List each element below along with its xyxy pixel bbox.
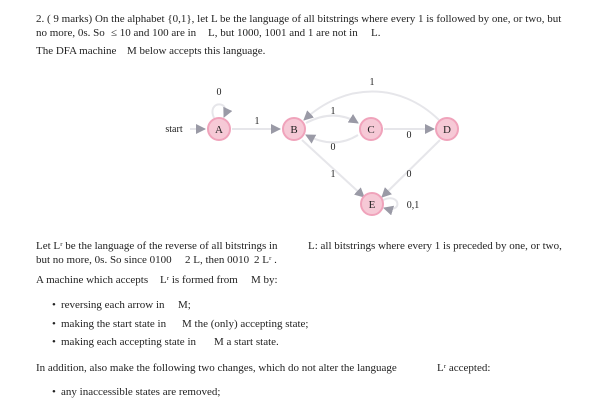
example-text-3: 2 Lʳ . [254,254,277,266]
problem-language-name: L. [371,27,381,39]
edge-label-e-loop: 0,1 [406,200,420,211]
bullet-remove-inaccessible: • any inaccessible states are removed; [52,386,220,399]
example-text: but no more, 0s. So since 0100 [36,254,172,266]
problem-intro: 2. ( 9 marks) On the alphabet {0,1}, let [36,13,209,25]
additional-changes-intro-2: Lʳ accepted: [437,362,491,374]
edge-label-a-to-b: 1 [254,116,260,127]
problem-language-definition: L be the language of all bitstrings where every 1 is followed by one, or two, but [211,13,562,25]
edge-label-a-loop: 0 [216,87,222,98]
bullet-start-to-accept: • making the start state in [52,318,166,331]
problem-accepted-examples: ≤ 10 and 100 are in [111,27,197,39]
state-a-label: A [215,124,223,136]
edge-label-d-to-e: 0 [406,169,412,180]
edge-label-b-to-e: 1 [330,169,336,180]
bullet-reverse-arrows-end: M; [178,299,191,311]
reverse-language-definition: Let Lʳ be the language of the reverse of all bitstrings in [36,240,278,252]
bullet-accept-to-start-end: M a start state. [214,336,279,348]
state-c-label: C [367,124,375,136]
start-label: start [165,124,183,135]
bullet-start-to-accept-end: M the (only) accepting state; [182,318,309,330]
edge-e-loop [383,198,397,209]
dfa-intro-text: The DFA machine [36,45,117,57]
edge-label-d-to-b: 1 [369,77,375,88]
example-text-2: 2 L, then 0010 [185,254,250,266]
problem-so-text: no more, 0s. So [36,27,105,39]
reverse-language-description: L: all bitstrings where every 1 is preceded by one, or two, [308,240,562,252]
additional-changes-intro: In addition, also make the following two changes, which do not alter the language [36,362,397,374]
state-e-label: E [368,199,376,211]
dfa-intro-text-2: M below accepts this language. [127,45,266,57]
bullet-reverse-arrows: • reversing each arrow in [52,299,165,312]
machine-construction-intro-3: M by: [251,274,278,286]
edge-label-c-to-b: 0 [330,142,336,153]
edge-a-loop [212,104,225,118]
edge-label-b-to-c: 1 [330,106,336,117]
edge-label-c-to-d: 0 [406,130,412,141]
machine-construction-intro-2: Lʳ is formed from [160,274,238,286]
bullet-accept-to-start: • making each accepting state in [52,336,196,349]
state-b-label: B [290,124,298,136]
state-d-label: D [443,124,451,136]
problem-rejected-examples: L, but 1000, 1001 and 1 are not in [208,27,358,39]
machine-construction-intro: A machine which accepts [36,274,149,286]
